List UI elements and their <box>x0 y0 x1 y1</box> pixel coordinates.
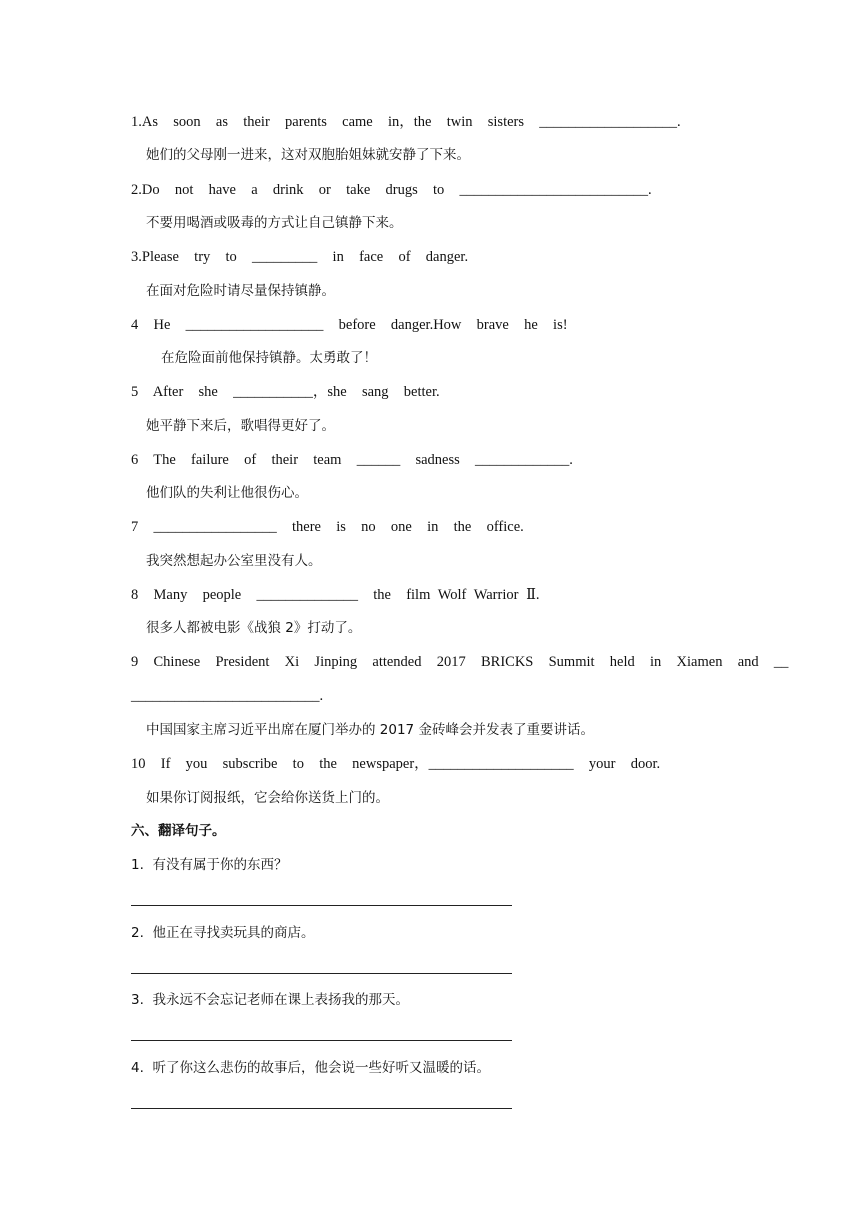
answer-line-1 <box>131 905 512 906</box>
question-9-english-continued: __________________________. <box>131 688 324 704</box>
question-3-english: 3.Please try to _________ in face of danger. <box>131 249 469 265</box>
question-1-chinese: 她们的父母刚一进来，这对双胞胎姐妹就安静了下来。 <box>146 147 470 163</box>
question-7-chinese: 我突然想起办公室里没有人。 <box>146 553 322 569</box>
question-4-english: 4 He ___________________ before danger.How brave he is! <box>131 317 568 333</box>
question-6-chinese: 他们队的失利让他很伤心。 <box>146 485 308 501</box>
question-3-chinese: 在面对危险时请尽量保持镇静。 <box>146 283 335 299</box>
question-9-chinese: 中国国家主席习近平出席在厦门举办的 2017 金砖峰会并发表了重要讲话。 <box>146 722 594 738</box>
question-5-english: 5 After she ___________，she sang better. <box>131 384 440 400</box>
answer-line-4 <box>131 1108 512 1109</box>
question-8-english: 8 Many people ______________ the film Wolf Warrior Ⅱ. <box>131 587 540 603</box>
question-5-chinese: 她平静下来后，歌唱得更好了。 <box>146 418 335 434</box>
section-heading: 六、翻译句子。 <box>131 823 226 839</box>
question-6-english: 6 The failure of their team ______ sadness _____________. <box>131 452 573 468</box>
translate-item-1: 1. 有没有属于你的东西？ <box>131 857 288 873</box>
translate-item-4: 4. 听了你这么悲伤的故事后，他会说一些好听又温暖的话。 <box>131 1060 490 1076</box>
question-1-english: 1.As soon as their parents came in，the twin sisters ___________________. <box>131 114 681 130</box>
question-10-english: 10 If you subscribe to the newspaper，____________________ your door. <box>131 756 661 772</box>
question-2-chinese: 不要用喝酒或吸毒的方式让自己镇静下来。 <box>146 215 403 231</box>
question-4-chinese: 在危险面前他保持镇静。太勇敢了！ <box>161 350 377 366</box>
question-8-chinese: 很多人都被电影《战狼 2》打动了。 <box>146 620 362 636</box>
translate-item-3: 3. 我永远不会忘记老师在课上表扬我的那天。 <box>131 992 409 1008</box>
question-7-english: 7 _________________ there is no one in the office. <box>131 519 524 535</box>
answer-line-3 <box>131 1040 512 1041</box>
question-10-chinese: 如果你订阅报纸，它会给你送货上门的。 <box>146 790 389 806</box>
question-2-english: 2.Do not have a drink or take drugs to __________________________. <box>131 182 652 198</box>
question-9-english: 9 Chinese President Xi Jinping attended 2017 BRICKS Summit held in Xiamen and __ <box>131 654 789 670</box>
translate-item-2: 2. 他正在寻找卖玩具的商店。 <box>131 925 315 941</box>
answer-line-2 <box>131 973 512 974</box>
